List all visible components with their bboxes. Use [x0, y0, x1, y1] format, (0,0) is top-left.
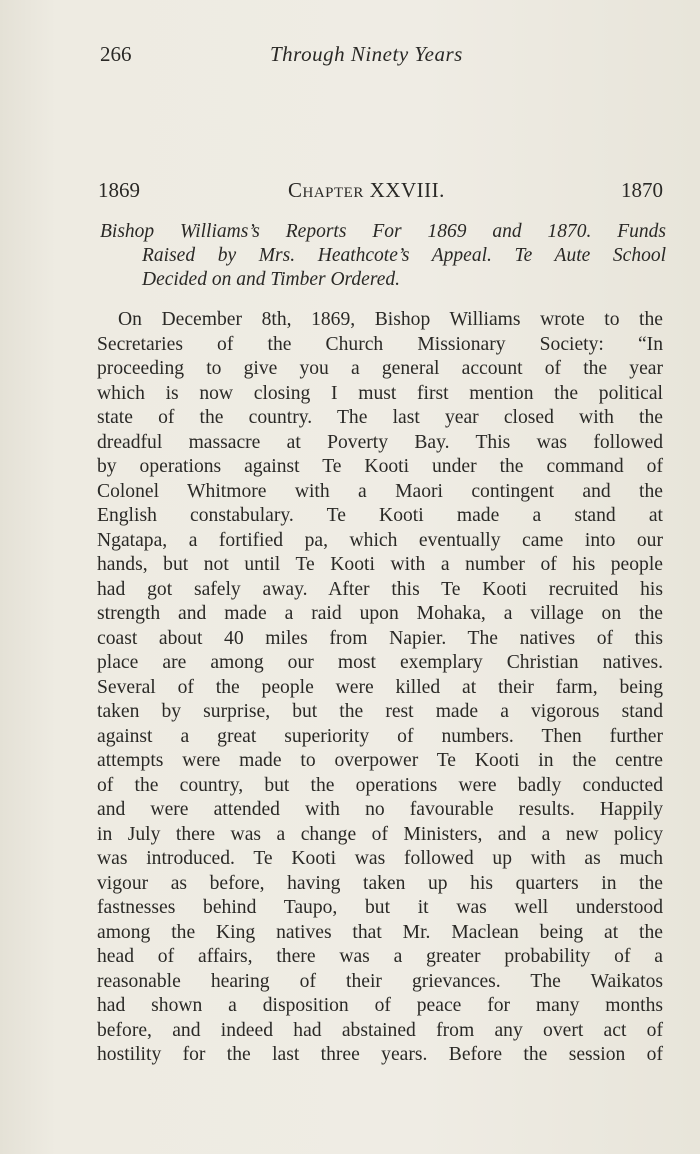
body-line: hostility for the last three years. Before the session of: [97, 1044, 663, 1065]
body-line: taken by surprise, but the rest made a vigorous stand: [97, 701, 663, 722]
body-line: which is now closing I must first mention the political: [97, 382, 663, 404]
body-line: Several of the people were killed at their farm, being: [97, 676, 663, 698]
body-line: coast about 40 miles from Napier. The natives of this: [97, 627, 663, 649]
book-title: Through Ninety Years: [270, 42, 463, 66]
body-line: had shown a disposition of peace for many months: [97, 995, 663, 1016]
body-line: head of affairs, there was a greater probability of a: [97, 946, 663, 967]
body-line: Ngatapa, a fortified pa, which eventually came into our: [97, 529, 663, 551]
body-line: reasonable hearing of their grievances. The Waikatos: [97, 970, 663, 992]
body-line: of the country, but the operations were badly conducted: [97, 774, 663, 796]
chapter-title-numeral: XXVIII.: [363, 178, 445, 202]
body-line: strength and made a raid upon Mohaka, a village on the: [97, 603, 663, 624]
body-line: and were attended with no favourable results. Happily: [97, 799, 663, 820]
summary-line: Bishop Williams’s Reports For 1869 and 1870. Funds: [100, 221, 666, 242]
body-line: among the King natives that Mr. Maclean being at the: [97, 921, 663, 943]
chapter-title-initial: C: [288, 178, 303, 202]
body-line: vigour as before, having taken up his quarters in the: [97, 872, 663, 894]
body-paragraph: [97, 308, 663, 1068]
body-line: place are among our most exemplary Christian natives.: [97, 652, 663, 673]
body-line: proceeding to give you a general account of the year: [97, 358, 663, 379]
body-line: English constabulary. Te Kooti made a stand at: [97, 505, 663, 526]
body-line: hands, but not until Te Kooti with a number of his people: [97, 554, 663, 575]
body-line: Secretaries of the Church Missionary Society: “In: [97, 333, 663, 355]
body-line: dreadful massacre at Poverty Bay. This was followed: [97, 431, 663, 453]
body-line: was introduced. Te Kooti was followed up with as much: [97, 848, 663, 869]
body-line: in July there was a change of Ministers, and a new policy: [97, 823, 663, 845]
chapter-title: [288, 178, 445, 203]
page-number: 266: [100, 42, 132, 66]
body-line: before, and indeed had abstained from any overt act of: [97, 1019, 663, 1041]
body-line: against a great superiority of numbers. Then further: [97, 725, 663, 747]
summary-line: Decided on and Timber Ordered.: [142, 269, 400, 290]
body-line: On December 8th, 1869, Bishop Williams wrote to the: [118, 309, 663, 330]
chapter-title-word: HAPTER: [302, 185, 364, 201]
body-line: by operations against Te Kooti under the command of: [97, 456, 663, 477]
body-line: attempts were made to overpower Te Kooti in the centre: [97, 750, 663, 771]
summary-line: Raised by Mrs. Heathcote’s Appeal. Te Aute School: [142, 245, 666, 266]
body-line: fastnesses behind Taupo, but it was well understood: [97, 897, 663, 918]
chapter-year-end: 1870: [621, 178, 663, 202]
body-line: state of the country. The last year closed with the: [97, 407, 663, 428]
body-line: had got safely away. After this Te Kooti recruited his: [97, 578, 663, 600]
chapter-summary: [100, 220, 666, 292]
chapter-year-start: 1869: [98, 178, 140, 202]
body-line: Colonel Whitmore with a Maori contingent and the: [97, 480, 663, 502]
